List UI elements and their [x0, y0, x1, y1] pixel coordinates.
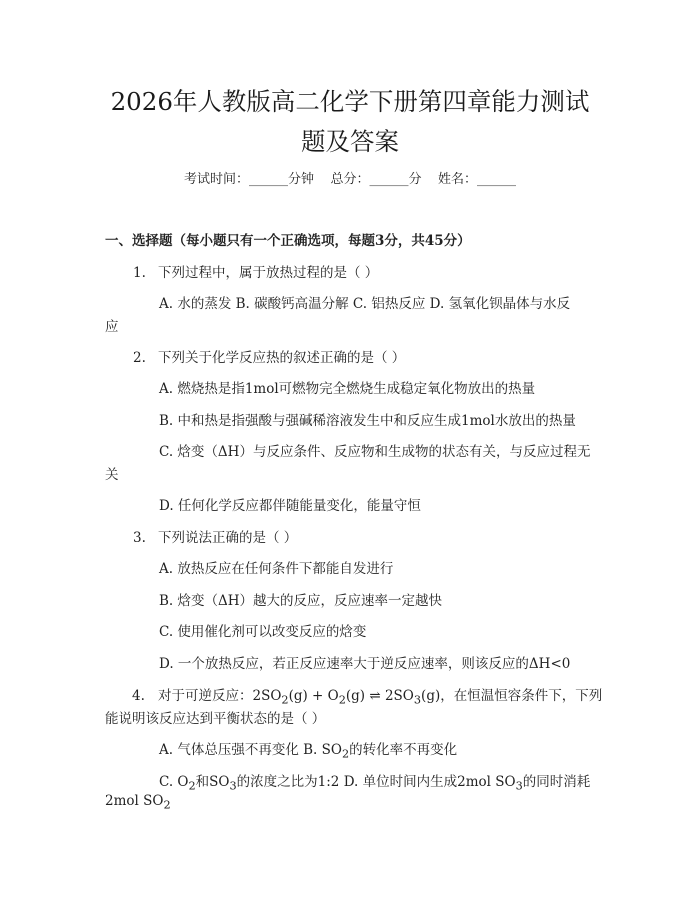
- question-2-option-c-line-1: C. 焓变（ΔH）与反应条件、反应物和生成物的状态有关，与反应过程无: [159, 444, 591, 460]
- question-2-option-d: D. 任何化学反应都伴随能量变化，能量守恒: [159, 498, 421, 514]
- question-number: 3.: [133, 530, 146, 546]
- question-4-options-c-d-line-1: [159, 770, 590, 793]
- question-text: 下列过程中，属于放热过程的是（ ）: [158, 265, 379, 281]
- question-1-stem: [133, 261, 378, 281]
- subscript: 2: [338, 693, 346, 707]
- title-line-1: 2026年人教版高二化学下册第四章能力测试: [110, 87, 590, 116]
- question-2-option-c-line-2: 关: [105, 467, 119, 483]
- subscript: 3: [515, 779, 523, 793]
- question-4-options-a-b: [159, 738, 457, 761]
- question-3-option-a: A. 放热反应在任何条件下都能自发进行: [159, 561, 394, 577]
- question-text: (g) + O: [288, 688, 339, 704]
- subscript: 3: [413, 693, 422, 707]
- question-text: 下列关于化学反应热的叙述正确的是（ ）: [158, 350, 406, 366]
- question-4-stem-line-2: 能说明该反应达到平衡状态的是（ ）: [105, 711, 326, 727]
- option-text: 和SO: [195, 774, 230, 790]
- subscript: 2: [188, 779, 196, 793]
- question-2-stem: [133, 346, 405, 366]
- subscript: 2: [341, 747, 350, 761]
- question-3-option-c: C. 使用催化剂可以改变反应的焓变: [159, 624, 367, 640]
- option-text: 的同时消耗: [522, 774, 591, 790]
- question-number: 1.: [133, 265, 146, 281]
- option-text: 的浓度之比为1:2 D. 单位时间内生成2mol SO: [236, 774, 516, 790]
- option-text: 的转化率不再变化: [349, 742, 458, 758]
- question-2-option-b: B. 中和热是指强酸与强碱稀溶液发生中和反应生成1mol水放出的热量: [159, 413, 576, 429]
- subscript: 3: [229, 779, 237, 793]
- question-3-option-d: D. 一个放热反应，若正反应速率大于逆反应速率，则该反应的ΔH<0: [159, 656, 571, 672]
- option-text: A. 气体总压强不再变化 B. SO: [159, 742, 342, 758]
- exam-meta-line: 考试时间：______分钟 总分：______分 姓名：______: [183, 172, 517, 187]
- subscript: 2: [281, 693, 289, 707]
- option-text: 2mol SO: [105, 793, 164, 809]
- question-number: 2.: [133, 350, 146, 366]
- option-text: C. O: [159, 774, 189, 790]
- question-1-options-line-1: A. 水的蒸发 B. 碳酸钙高温分解 C. 铝热反应 D. 氢氧化钡晶体与水反: [159, 296, 571, 312]
- question-number: 4.: [132, 688, 145, 704]
- document-title: [90, 82, 610, 162]
- question-text: (g) ⇌ 2SO: [345, 688, 414, 704]
- question-3-option-b: B. 焓变（ΔH）越大的反应，反应速率一定越快: [159, 593, 443, 609]
- subscript: 2: [163, 798, 171, 812]
- question-3-stem: [133, 526, 297, 546]
- question-4-options-c-d-line-2: [105, 793, 171, 812]
- question-text: 对于可逆反应：2SO: [158, 688, 282, 704]
- question-4-stem-line-1: [132, 684, 602, 707]
- question-text: (g)，在恒温恒容条件下，下列: [421, 688, 603, 704]
- question-2-option-a: A. 燃烧热是指1mol可燃物完全燃烧生成稳定氧化物放出的热量: [159, 381, 536, 397]
- question-1-options-line-2: 应: [105, 319, 119, 335]
- question-text: 下列说法正确的是（ ）: [158, 530, 298, 546]
- section-heading-choice: 一、选择题（每小题只有一个正确选项，每题3分，共45分）: [105, 233, 471, 249]
- title-line-2: 题及答案: [301, 127, 399, 156]
